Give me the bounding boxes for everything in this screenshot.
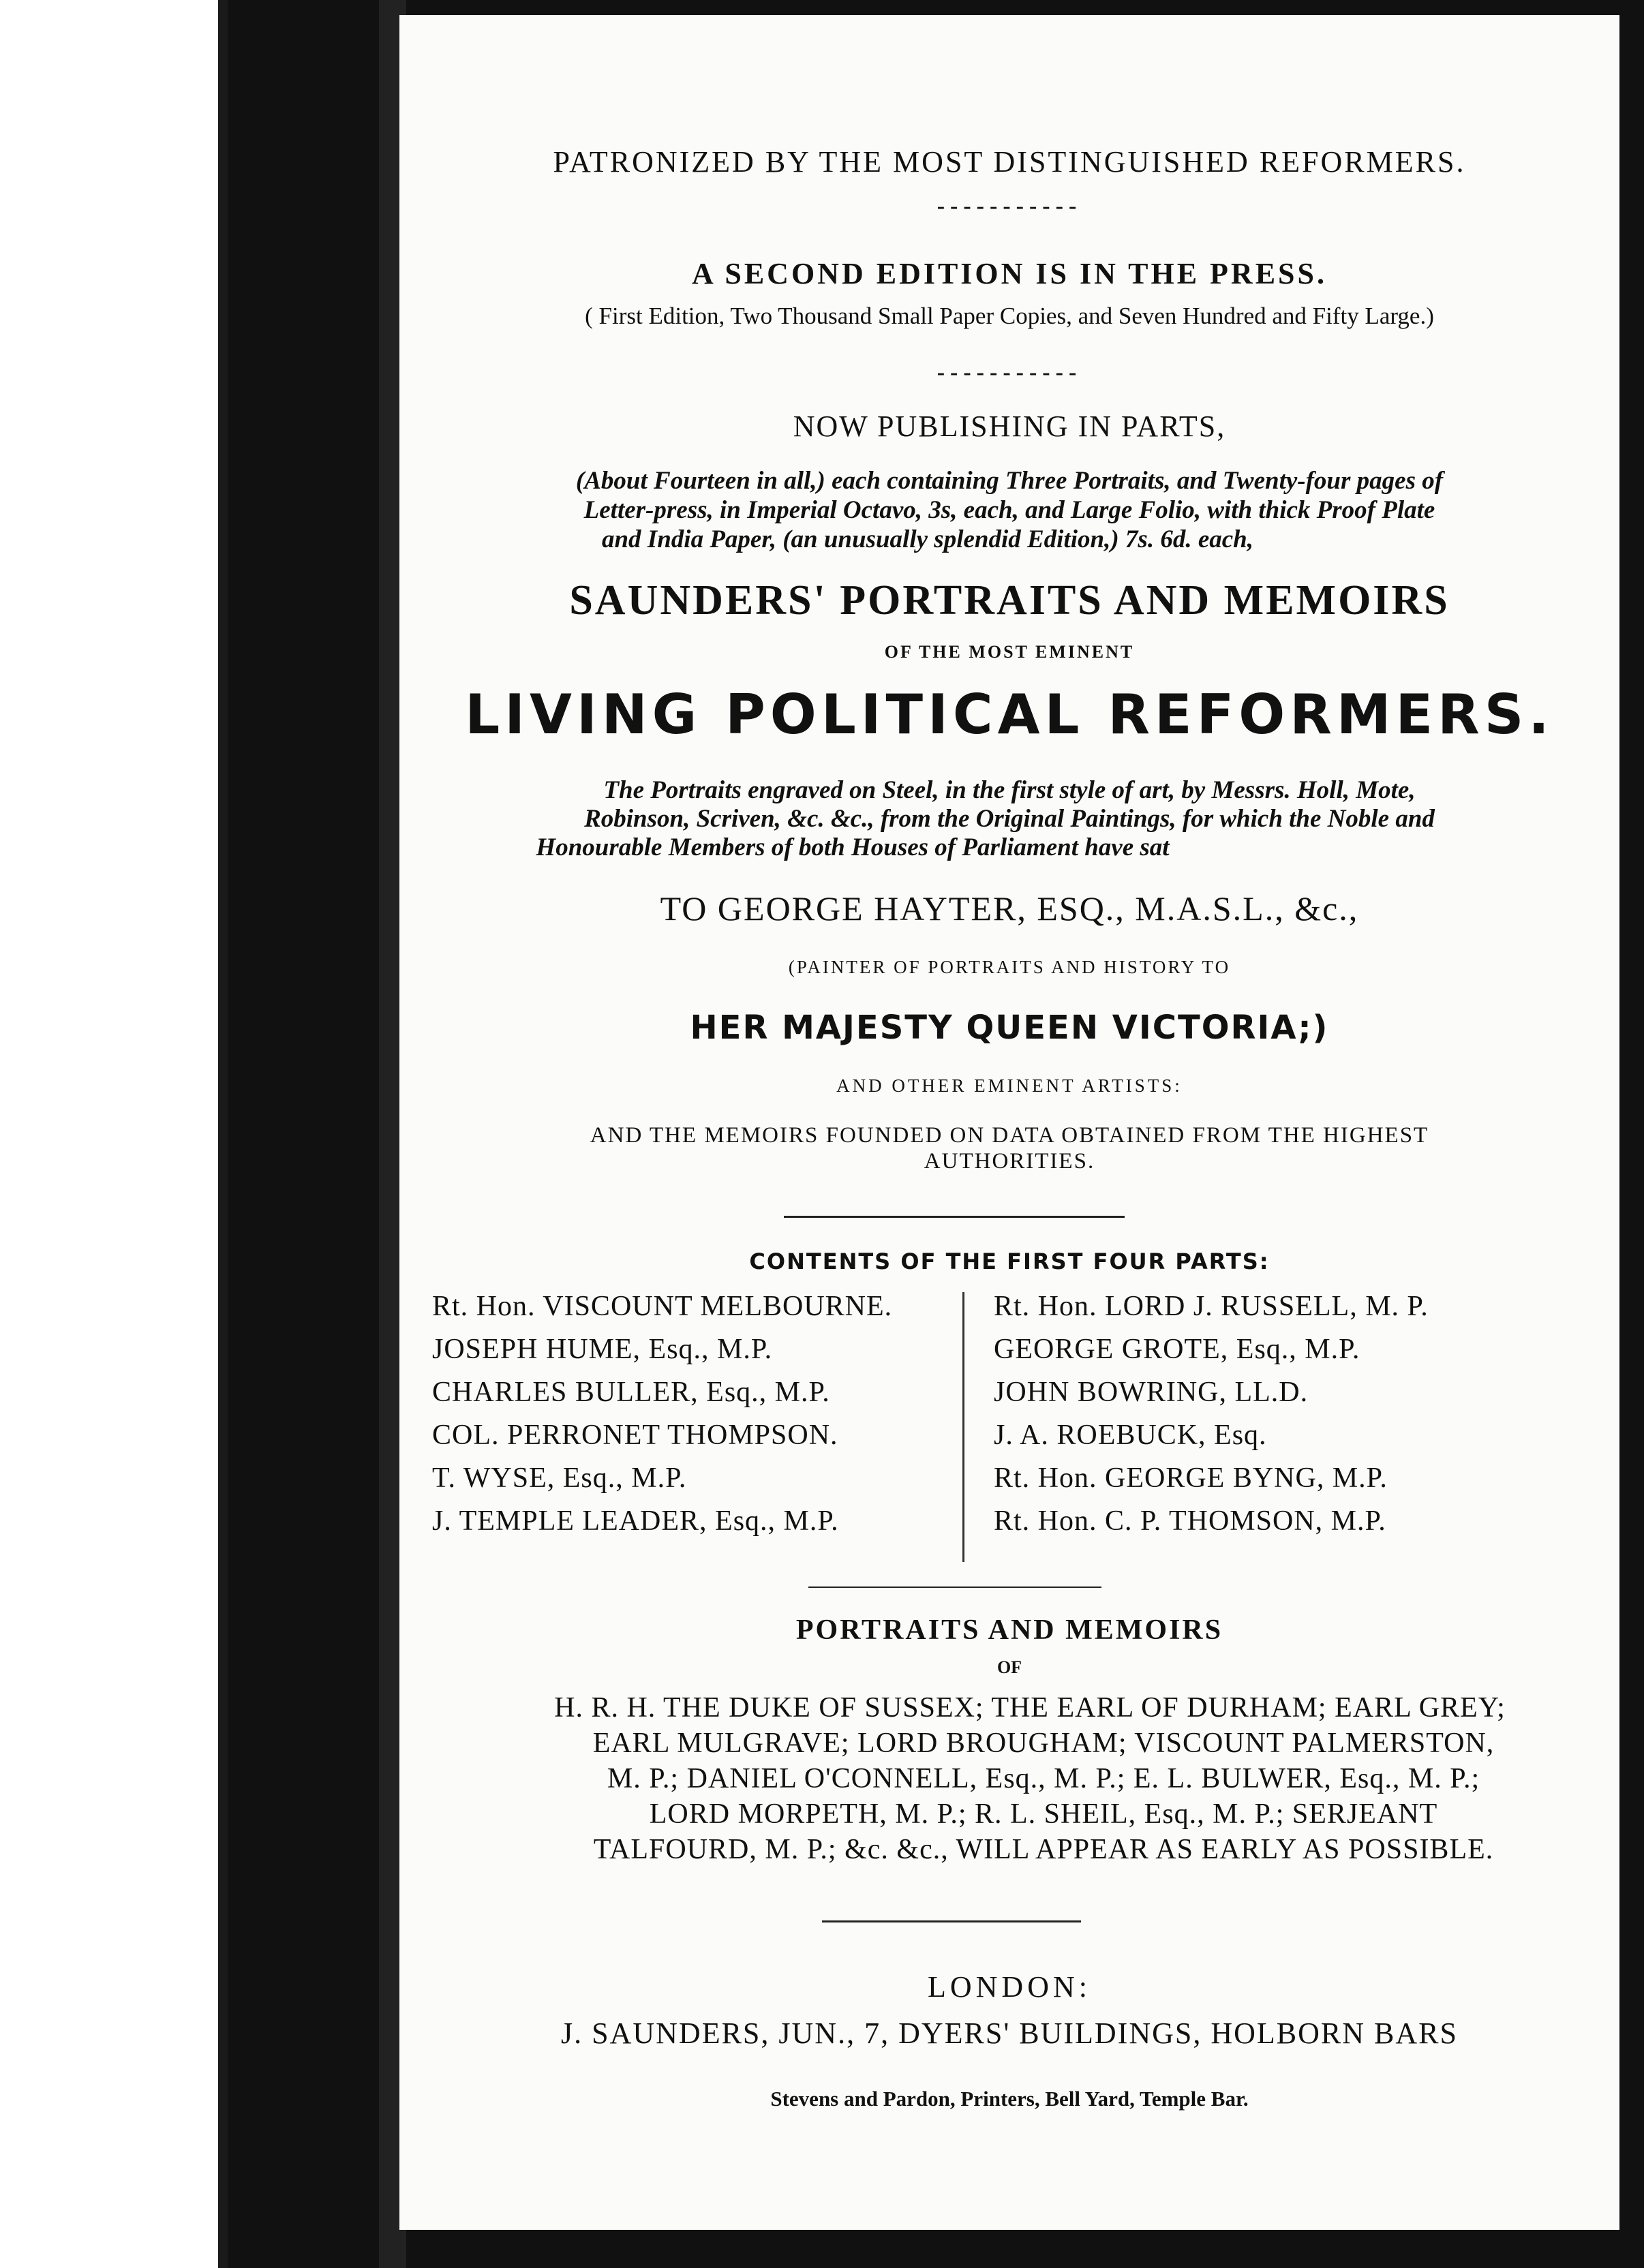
hayter-line: TO GEORGE HAYTER, ESQ., M.A.S.L., &c., xyxy=(660,889,1359,928)
engraving-line-1: The Portraits engraved on Steel, in the first style of art, by Messrs. Holl, Mote, xyxy=(603,776,1416,804)
upcoming-of: OF xyxy=(996,1657,1022,1677)
contents-right-item: JOHN BOWRING, LL.D. xyxy=(994,1377,1309,1408)
imprint-printers: Stevens and Pardon, Printers, Bell Yard, Temple Bar. xyxy=(770,2087,1249,2111)
section-rule-3 xyxy=(822,1920,1081,1922)
contents-right-item: J. A. ROEBUCK, Esq. xyxy=(994,1420,1267,1451)
upcoming-line-2: EARL MULGRAVE; LORD BROUGHAM; VISCOUNT PALMERSTON, xyxy=(592,1728,1495,1759)
page-content xyxy=(399,15,1619,2230)
upcoming-line-1: H. R. H. THE DUKE OF SUSSEX; THE EARL OF DURHAM; EARL GREY; xyxy=(554,1692,1506,1723)
contents-right-item: Rt. Hon. LORD J. RUSSELL, M. P. xyxy=(994,1291,1429,1322)
contents-left-item: JOSEPH HUME, Esq., M.P. xyxy=(432,1334,773,1365)
ornament-divider-2: ----------- xyxy=(937,360,1082,385)
imprint-city: LONDON: xyxy=(928,1970,1091,2004)
upcoming-line-4: LORD MORPETH, M. P.; R. L. SHEIL, Esq., M. P.; SERJEANT xyxy=(649,1798,1438,1830)
section-rule-1 xyxy=(784,1216,1125,1218)
second-edition-heading: A SECOND EDITION IS IN THE PRESS. xyxy=(692,257,1327,290)
scan-binding-strip xyxy=(218,0,228,2268)
contents-right-item: Rt. Hon. GEORGE BYNG, M.P. xyxy=(994,1462,1388,1494)
contents-left-item: Rt. Hon. VISCOUNT MELBOURNE. xyxy=(432,1291,893,1322)
publishing-detail-2: Letter-press, in Imperial Octavo, 3s, each, and Large Folio, with thick Proof Plate xyxy=(583,496,1435,524)
contents-column-divider xyxy=(962,1292,964,1562)
first-edition-note: ( First Edition, Two Thousand Small Paper Copies, and Seven Hundred and Fifty Large.) xyxy=(585,303,1434,329)
contents-heading: CONTENTS OF THE FIRST FOUR PARTS: xyxy=(749,1248,1270,1274)
ornament-divider: ----------- xyxy=(937,194,1082,219)
living-reformers-title: LIVING POLITICAL REFORMERS. xyxy=(465,683,1554,746)
section-rule-2 xyxy=(808,1587,1101,1588)
imprint-publisher: J. SAUNDERS, JUN., 7, DYERS' BUILDINGS, HOLBORN BARS xyxy=(561,2017,1458,2050)
contents-left-column xyxy=(432,1285,892,1543)
upcoming-line-3: M. P.; DANIEL O'CONNELL, Esq., M. P.; E. L. BULWER, Esq., M. P.; xyxy=(607,1763,1480,1794)
queen-line: HER MAJESTY QUEEN VICTORIA;) xyxy=(690,1009,1329,1047)
of-most-eminent: OF THE MOST EMINENT xyxy=(884,642,1135,662)
contents-right-column xyxy=(994,1285,1429,1543)
contents-left-item: T. WYSE, Esq., M.P. xyxy=(432,1462,687,1494)
main-title: SAUNDERS' PORTRAITS AND MEMOIRS xyxy=(569,577,1450,624)
publishing-heading: NOW PUBLISHING IN PARTS, xyxy=(793,410,1226,443)
upcoming-line-5: TALFOURD, M. P.; &c. &c., WILL APPEAR AS EARLY AS POSSIBLE. xyxy=(593,1834,1494,1865)
other-artists-line: AND OTHER EMINENT ARTISTS: xyxy=(836,1075,1183,1096)
contents-left-item: J. TEMPLE LEADER, Esq., M.P. xyxy=(432,1505,839,1537)
memoirs-line-2: AUTHORITIES. xyxy=(924,1149,1095,1174)
engraving-line-2: Robinson, Scriven, &c. &c., from the Original Paintings, for which the Noble and xyxy=(584,805,1435,833)
painter-line: (PAINTER OF PORTRAITS AND HISTORY TO xyxy=(788,957,1231,977)
memoirs-line-1: AND THE MEMOIRS FOUNDED ON DATA OBTAINED FROM THE HIGHEST xyxy=(590,1123,1429,1148)
contents-right-item: Rt. Hon. C. P. THOMSON, M.P. xyxy=(994,1505,1386,1537)
document-page xyxy=(399,15,1619,2230)
engraving-line-3: Honourable Members of both Houses of Parliament have sat xyxy=(536,833,1170,861)
upcoming-heading: PORTRAITS AND MEMOIRS xyxy=(795,1614,1223,1646)
scan-left-margin xyxy=(0,0,225,2268)
contents-right-item: GEORGE GROTE, Esq., M.P. xyxy=(994,1334,1360,1365)
publishing-detail-1: (About Fourteen in all,) each containing Three Portraits, and Twenty-four pages of xyxy=(575,467,1444,495)
publishing-detail-3: and India Paper, (an unusually splendid Edition,) 7s. 6d. each, xyxy=(601,525,1253,553)
contents-left-item: COL. PERRONET THOMPSON. xyxy=(432,1420,838,1451)
patronized-line: PATRONIZED BY THE MOST DISTINGUISHED REFORMERS. xyxy=(553,145,1466,179)
contents-left-item: CHARLES BULLER, Esq., M.P. xyxy=(432,1377,830,1408)
